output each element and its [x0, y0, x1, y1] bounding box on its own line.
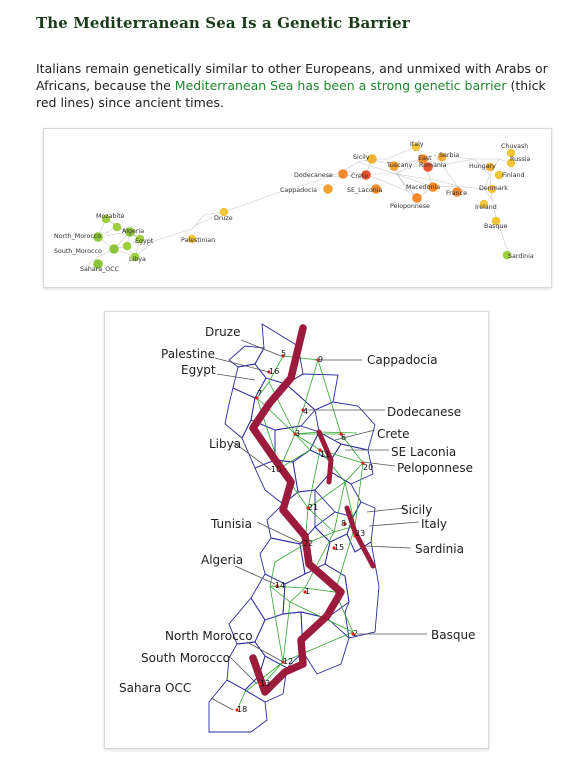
site-number-4: 4: [303, 407, 309, 416]
label-se-laconia: SE_Laconia: [347, 187, 383, 194]
site-number-8: 8: [341, 519, 347, 528]
label-denmark: Denmark: [479, 185, 508, 192]
site-number-16: 16: [269, 367, 280, 376]
barrier-map-figure: [104, 311, 489, 749]
label-basque: Basque: [431, 628, 476, 642]
label-ireland: Ireland: [475, 204, 497, 211]
site-number-11: 11: [320, 450, 331, 459]
label-south-morocco: South_Morocco: [54, 248, 102, 255]
region-labels: [119, 325, 475, 695]
label-egypt: Egypt: [135, 238, 154, 245]
network-nodes: [93, 143, 515, 269]
label-north-morocco: North Morocco: [165, 629, 253, 643]
label-france: France: [446, 190, 467, 197]
node-south-morocco: [109, 244, 119, 254]
label-finland: Finland: [502, 172, 525, 179]
intro-text-2: (thick red lines) since ancient times.: [36, 78, 546, 110]
label-serbia: Serbia: [439, 152, 460, 159]
label-se-laconia: SE Laconia: [391, 445, 457, 459]
site-number-6: 6: [341, 433, 347, 442]
site-number-21: 21: [308, 503, 319, 512]
label-sardinia: Sardinia: [415, 542, 464, 556]
label-egypt: Egypt: [181, 363, 216, 377]
label-sardinia: Sardinia: [508, 253, 534, 260]
label-sahara-occ: Sahara OCC: [119, 681, 192, 695]
label-macedonia: Macedonia: [406, 184, 441, 191]
label-russia: Russia: [510, 156, 531, 163]
site-number-15: 15: [334, 543, 345, 552]
label-algeria: Algeria: [201, 553, 244, 567]
site-number-10: 10: [271, 465, 282, 474]
label-libya: Libya: [209, 437, 242, 451]
node-dodecanese: [338, 169, 348, 179]
label-tunisia: Tunisia: [211, 517, 252, 531]
intro-paragraph: [36, 60, 556, 111]
node-libya-hub: [123, 242, 132, 251]
label-palestinian: Palestinian: [181, 237, 216, 244]
label-sicily: Sicily: [401, 503, 433, 517]
site-number-3: 3: [295, 429, 301, 438]
label-east: East: [418, 155, 432, 162]
site-number-12: 12: [283, 657, 294, 666]
label-crete: Crete: [351, 173, 369, 180]
label-cappadocia: Cappadocia: [367, 353, 438, 367]
label-italy: Italy: [421, 517, 448, 531]
network-labels: [54, 141, 534, 273]
label-sicily: Sicily: [353, 154, 370, 161]
site-number-23: 23: [355, 529, 366, 538]
label-mozabite: Mozabite: [96, 213, 125, 220]
site-number-1: 1: [305, 587, 311, 596]
label-libya: Libya: [129, 256, 146, 263]
label-peloponnese: Peloponnese: [390, 203, 430, 210]
label-hungary: Hungary: [469, 163, 496, 170]
label-cappadocia: Cappadocia: [280, 187, 318, 194]
node-cappadocia: [323, 184, 333, 194]
label-romania: Romania: [419, 162, 447, 169]
network-edges: [86, 147, 511, 266]
node-peloponnese: [412, 193, 422, 203]
network-graph: [44, 129, 551, 287]
label-crete: Crete: [377, 427, 410, 441]
intro-text-1: Italians remain genetically similar to other Europeans, and unmixed with Arabs or Africans, because the: [36, 61, 548, 93]
site-number-2: 2: [353, 629, 359, 638]
label-south-morocco: South Morocco: [141, 651, 230, 665]
label-italy: Italy: [410, 141, 424, 148]
site-number-22: 22: [303, 539, 314, 548]
label-chuvash: Chuvash: [501, 143, 529, 150]
label-druze: Druze: [205, 325, 241, 339]
intro-link[interactable]: Mediterranean Sea has been a strong genetic barrier: [174, 78, 507, 93]
site-number-7: 7: [257, 389, 263, 398]
network-figure: [43, 128, 552, 288]
site-number-20: 20: [363, 463, 374, 472]
label-sahara-occ: Sahara_OCC: [80, 266, 120, 273]
label-dodecanese: Dodecanese: [387, 405, 462, 419]
label-druze: Druze: [214, 215, 233, 222]
site-number-9: 9: [318, 355, 324, 364]
site-number-14: 14: [275, 581, 286, 590]
label-basque: Basque: [484, 223, 508, 230]
label-algeria: Algeria: [122, 228, 145, 235]
label-tuscany: Tuscany: [387, 162, 413, 169]
site-number-18: 18: [237, 705, 248, 714]
label-peloponnese: Peloponnese: [397, 461, 474, 475]
page-title: The Mediterranean Sea Is a Genetic Barrier: [36, 14, 410, 32]
label-dodecanese: Dodecanese: [294, 172, 333, 179]
label-north-morocco: North_Morocco: [54, 233, 102, 240]
node-algeria-2: [113, 223, 122, 232]
site-number-5: 5: [281, 349, 287, 358]
label-palestine: Palestine: [161, 347, 216, 361]
site-number-13: 13: [260, 679, 271, 688]
barrier-map: [105, 312, 488, 748]
